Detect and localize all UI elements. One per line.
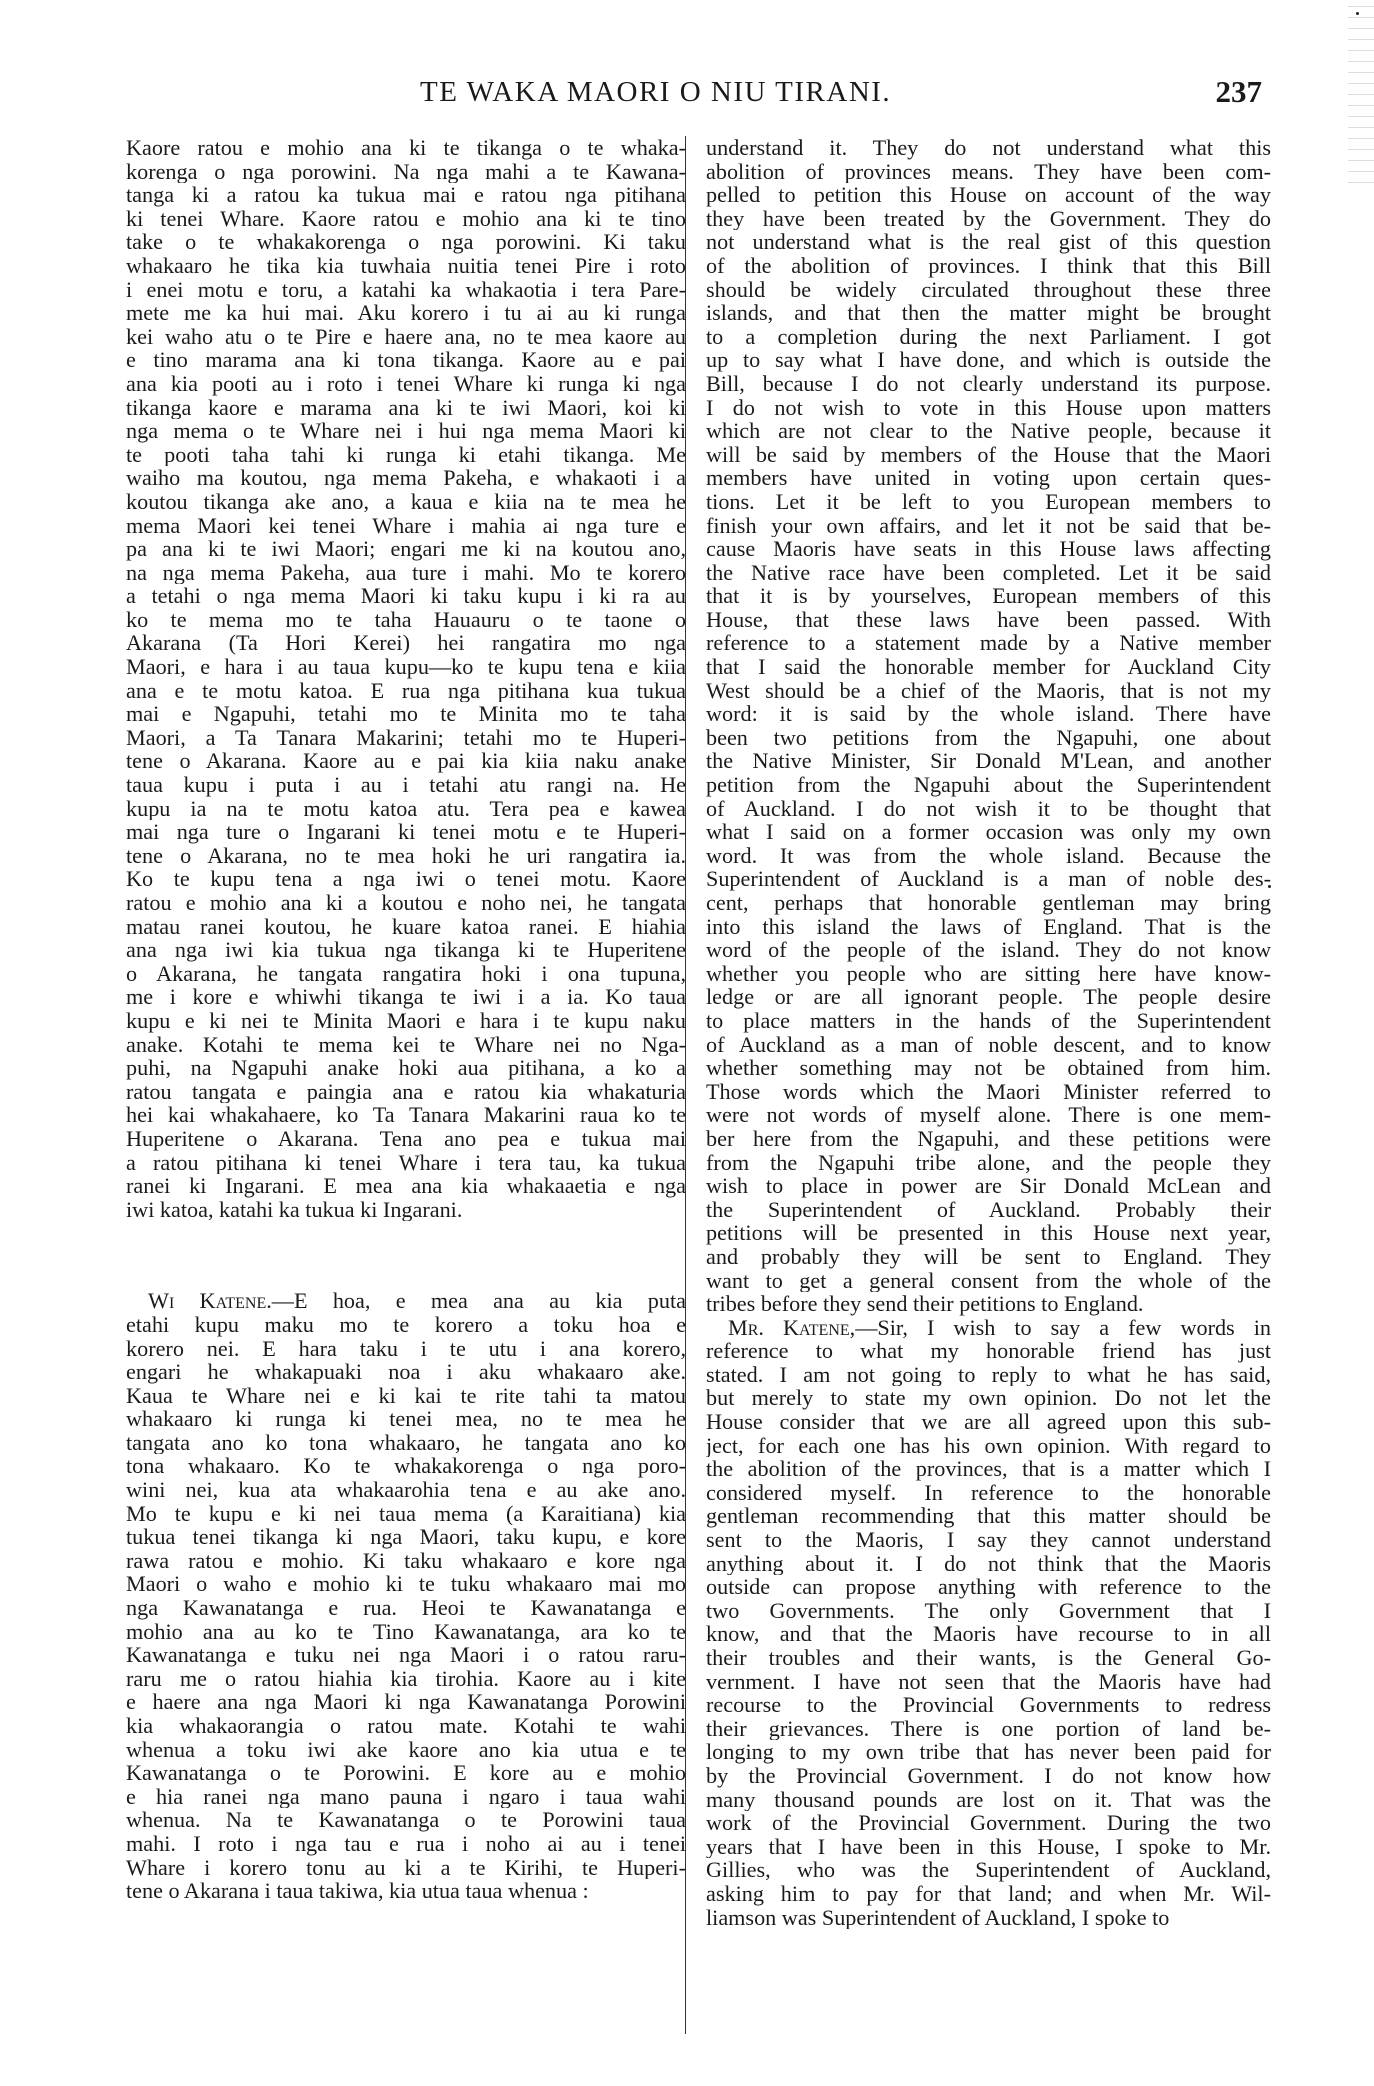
text-line: Mo te kupu e ki nei taua mema (a Karaitiana) kia xyxy=(126,1501,686,1526)
text-line: members have united in voting upon certain ques- xyxy=(706,466,1271,490)
text-line: pelled to petition this House on account of the way xyxy=(706,183,1271,207)
text-line: kupu e ki nei te Minita Maori e hara i te kupu naku xyxy=(126,1008,686,1033)
page-title: TE WAKA MAORI O NIU TIRANI. xyxy=(420,76,892,108)
text-line: take o te whakakorenga o nga porowini. Ki taku xyxy=(126,230,686,254)
text-line: o Akarana, he tangata rangatira hoki i ona tupuna, xyxy=(126,961,686,986)
text-line: waiho ma koutou, nga mema Pakeha, e whakaoti i a xyxy=(126,466,686,490)
text-line: reference to a statement made by a Native member xyxy=(706,631,1271,656)
text-line: work of the Provincial Government. During the two xyxy=(706,1811,1271,1835)
speaker-line-text: —E hoa, e mea ana au kia puta xyxy=(271,1289,686,1313)
text-line: koutou tikanga ake ano, a kaua e kiia na te mea he xyxy=(126,489,686,514)
text-line: tona whakaaro. Ko te whakakorenga o nga poro- xyxy=(126,1454,686,1479)
text-line: hei kai whakahaere, ko Ta Tanara Makarini raua ko te xyxy=(126,1103,686,1127)
text-line: etahi kupu maku mo te korero a toku hoa e xyxy=(126,1312,686,1337)
text-line: Whare i korero tonu au ki a te Kirihi, te Huperi- xyxy=(126,1855,686,1880)
speaker-name: Wi Katene. xyxy=(148,1289,272,1313)
text-line: matau ranei koutou, he kuare katoa ranei. E hiahia xyxy=(126,914,686,939)
text-line: been two petitions from the Ngapuhi, one about xyxy=(706,725,1271,750)
text-line: engari he whakapuaki noa i aku whakaaro ake. xyxy=(126,1360,686,1384)
text-line: their troubles and their wants, is the General Go- xyxy=(706,1646,1271,1670)
text-line: which are not clear to the Native people, because it xyxy=(706,419,1271,443)
text-line: the abolition of the provinces, that is a matter which I xyxy=(706,1457,1271,1481)
text-line: pa ana ki te iwi Maori; engari me ki na koutou ano, xyxy=(126,537,686,561)
text-line: tene o Akarana, no te mea hoki he uri rangatira ia. xyxy=(126,843,686,868)
text-line: ject, for each one has his own opinion. With regard to xyxy=(706,1433,1271,1458)
text-line: that it is by yourselves, European members of this xyxy=(706,584,1271,608)
text-line: whakaaro he tika kia tuwhaia nuitia tenei Pire i roto xyxy=(126,253,686,278)
text-line: korero nei. E hara taku i te utu i ana korero, xyxy=(126,1336,686,1361)
text-line: from the Ngapuhi tribe alone, and the people they xyxy=(706,1150,1271,1175)
speaker-line xyxy=(126,1289,686,1313)
text-line: Kaua te Whare nei e ki kai te rite tahi ta matou xyxy=(126,1383,686,1408)
text-line: asking him to pay for that land; and when Mr. Wil- xyxy=(706,1881,1271,1906)
text-line: reference to what my honorable friend has just xyxy=(706,1339,1271,1363)
text-line: word: it is said by the whole island. There have xyxy=(706,702,1271,726)
text-line: but merely to state my own opinion. Do not let the xyxy=(706,1386,1271,1411)
text-line: whether you people who are sitting here have know- xyxy=(706,961,1271,986)
text-line: were not words of myself alone. There is one mem- xyxy=(706,1103,1271,1127)
scan-speck xyxy=(1356,12,1359,15)
text-line: to place matters in the hands of the Superintendent xyxy=(706,1008,1271,1033)
text-line: Kaore ratou e mohio ana ki te tikanga o te whaka- xyxy=(126,136,686,160)
text-line: tions. Let it be left to you European members to xyxy=(706,489,1271,514)
text-line: e tino marama ana ki tona tikanga. Kaore au e pai xyxy=(126,348,686,372)
page-number: 237 xyxy=(1215,74,1262,109)
text-line: wini nei, kua ata whakaarohia tena e au ake ano. xyxy=(126,1478,686,1502)
text-line: mahi. I roto i nga tau e rua i noho ai au i tenei xyxy=(126,1831,686,1856)
text-line: anything about it. I do not think that the Maoris xyxy=(706,1551,1271,1576)
text-line: they have been treated by the Government. They do xyxy=(706,206,1271,231)
text-line: tene o Akarana. Kaore au e pai kia kiia naku anake xyxy=(126,749,686,774)
text-line: of Auckland as a man of noble descent, and to know xyxy=(706,1032,1271,1057)
text-line: understand it. They do not understand what this xyxy=(706,136,1271,160)
text-line: mete me ka hui mai. Aku korero i tu ai au ki runga xyxy=(126,301,686,325)
text-line: Maori o waho e mohio ki te tuku whakaaro mai mo xyxy=(126,1572,686,1597)
text-line: petitions will be presented in this House next year, xyxy=(706,1221,1271,1245)
scan-edge-noise xyxy=(1348,0,1374,190)
text-line: to a completion during the next Parliament. I got xyxy=(706,324,1271,349)
text-line: Maori, a Ta Tanara Makarini; tetahi mo te Huperi- xyxy=(126,725,686,750)
text-line: Maori, e hara i au taua kupu—ko te kupu tena e kiia xyxy=(126,655,686,679)
text-line: mai e Ngapuhi, tetahi mo te Minita mo te taha xyxy=(126,702,686,726)
text-line: mohio ana au ko te Tino Kawanatanga, ara ko te xyxy=(126,1619,686,1644)
speaker-line-text: —Sir, I wish to say a few words in xyxy=(855,1315,1271,1340)
text-line: te pooti taha tahi ki runga ki etahi tikanga. Me xyxy=(126,442,686,467)
text-line: e hia ranei nga mano pauna i ngaro i taua wahi xyxy=(126,1784,686,1809)
text-line: liamson was Superintendent of Auckland, I spoke to xyxy=(706,1905,1170,1930)
text-line: sent to the Maoris, I say they cannot understand xyxy=(706,1528,1271,1552)
text-line: cause Maoris have seats in this House laws affecting xyxy=(706,537,1271,561)
text-line: nga mema o te Whare nei i hui nga mema Maori ki xyxy=(126,419,686,443)
text-line: raru me o ratou hiahia kia tirohia. Kaore au i kite xyxy=(126,1666,686,1691)
text-line: longing to my own tribe that has never been paid for xyxy=(706,1740,1271,1764)
text-line: considered myself. In reference to the honorable xyxy=(706,1480,1271,1505)
text-line: ratou e mohio ana ki a koutou e noho nei, he tangata xyxy=(126,891,686,915)
text-line: ber here from the Ngapuhi, and these petitions were xyxy=(706,1126,1271,1151)
text-line: the Native Minister, Sir Donald M'Lean, and another xyxy=(706,749,1271,774)
text-line: of Auckland. I do not wish it to be thought that xyxy=(706,796,1271,821)
text-line: whenua a toku iwi ake kaore ano kia utua e te xyxy=(126,1737,686,1762)
text-line: ledge or are all ignorant people. The people desire xyxy=(706,985,1271,1009)
text-line: e haere ana nga Maori ki nga Kawanatanga Porowini xyxy=(126,1690,686,1714)
text-line: Kawanatanga o te Porowini. E kore au e mohio xyxy=(126,1761,686,1785)
text-line: ki tenei Whare. Kaore ratou e mohio ana ki te tino xyxy=(126,206,686,231)
text-line: kia whakaorangia o ratou mate. Kotahi te wahi xyxy=(126,1714,686,1738)
text-line: ana kia pooti au i roto i tenei Whare ki runga ki nga xyxy=(126,371,686,396)
text-line: of the abolition of provinces. I think that this Bill xyxy=(706,253,1271,278)
text-line: Akarana (Ta Hori Kerei) hei rangatira mo nga xyxy=(126,631,686,656)
text-line: taua kupu i puta i au i tetahi atu rangi na. He xyxy=(126,773,686,797)
text-line: that I said the honorable member for Auckland City xyxy=(706,655,1271,679)
right-column-english-text xyxy=(706,136,1271,1929)
text-line: Huperitene o Akarana. Tena ano pea e tukua mai xyxy=(126,1126,686,1151)
text-line: recourse to the Provincial Governments to redress xyxy=(706,1693,1271,1717)
text-line: what I said on a former occasion was only my own xyxy=(706,820,1271,844)
text-line: mema Maori kei tenei Whare i mahia ai nga ture e xyxy=(126,513,686,538)
text-line: na nga mema Pakeha, aua ture i mahi. Mo te korero xyxy=(126,560,686,585)
text-line: Superintendent of Auckland is a man of noble des- xyxy=(706,867,1271,891)
text-line: their grievances. There is one portion of land be- xyxy=(706,1716,1271,1741)
text-line: nga Kawanatanga e rua. Heoi te Kawanatanga e xyxy=(126,1596,686,1620)
text-line: Gillies, who was the Superintendent of Auckland, xyxy=(706,1858,1271,1882)
text-line: up to say what I have done, and which is outside the xyxy=(706,348,1271,372)
text-line: ana e te motu katoa. E rua nga pitihana kua tukua xyxy=(126,678,686,703)
text-line: will be said by members of the House that the Maori xyxy=(706,442,1271,467)
text-line: kei waho atu o te Pire e haere ana, no te mea kaore au xyxy=(126,324,686,349)
text-line: should be widely circulated throughout these three xyxy=(706,277,1271,302)
text-line: tangata ano ko tona whakaaro, he tangata ano ko xyxy=(126,1430,686,1455)
text-line: want to get a general consent from the whole of the xyxy=(706,1268,1271,1293)
text-line: Kawanatanga e tuku nei nga Maori i o ratou raru- xyxy=(126,1643,686,1667)
text-line: petition from the Ngapuhi about the Superintendent xyxy=(706,773,1271,797)
text-line: wish to place in power are Sir Donald McLean and xyxy=(706,1174,1271,1198)
text-line: the Superintendent of Auckland. Probably their xyxy=(706,1197,1271,1222)
speaker-line xyxy=(706,1316,1271,1340)
text-line: ko te mema mo te taha Hauauru o te taone o xyxy=(126,607,686,632)
text-line: tene o Akarana i taua takiwa, kia utua taua whenua : xyxy=(126,1879,589,1903)
text-line: whakaaro ki runga ki tenei mea, no te mea he xyxy=(126,1407,686,1431)
text-line: islands, and that then the matter might be brought xyxy=(706,301,1271,325)
text-line: Ko te kupu tena a nga iwi o tenei motu. Kaore xyxy=(126,867,686,891)
text-line: gentleman recommending that this matter should be xyxy=(706,1504,1271,1529)
text-line: House consider that we are all agreed upon this sub- xyxy=(706,1410,1271,1434)
text-line: ratou tangata e paingia ana e ratou kia whakaturia xyxy=(126,1079,686,1104)
text-line: and probably they will be sent to England. They xyxy=(706,1244,1271,1269)
text-line: me i kore e whiwhi tikanga te iwi i a ia. Ko taua xyxy=(126,985,686,1009)
text-line: tanga ki a ratou ka tukua mai e ratou nga pitihana xyxy=(126,183,686,207)
text-line: outside can propose anything with reference to the xyxy=(706,1575,1271,1599)
text-line: I do not wish to vote in this House upon matters xyxy=(706,395,1271,420)
text-line: two Governments. The only Government that I xyxy=(706,1598,1271,1623)
text-line: years that I have been in this House, I spoke to Mr. xyxy=(706,1834,1271,1859)
text-line: ana nga iwi kia tukua nga tikanga ki te Huperitene xyxy=(126,938,686,962)
text-line: word. It was from the whole island. Because the xyxy=(706,843,1271,868)
text-line: House, that these laws have been passed. With xyxy=(706,607,1271,632)
text-line: by the Provincial Government. I do not know how xyxy=(706,1763,1271,1788)
text-line: korenga o nga porowini. Na nga mahi a te Kawana- xyxy=(126,159,686,184)
speaker-name: Mr. Katene, xyxy=(728,1315,856,1340)
text-line: rawa ratou e mohio. Ki taku whakaaro e kore nga xyxy=(126,1548,686,1573)
text-line: iwi katoa, katahi ka tukua ki Ingarani. xyxy=(126,1197,463,1222)
text-line: Bill, because I do not clearly understand its purpose. xyxy=(706,371,1271,396)
text-line: the Native race have been completed. Let it be said xyxy=(706,560,1271,585)
text-line: tribes before they send their petitions to England. xyxy=(706,1292,1144,1316)
text-line: cent, perhaps that honorable gentleman may bring xyxy=(706,891,1271,915)
text-line: a tetahi o nga mema Maori ki taku kupu i ki ra au xyxy=(126,584,686,608)
text-line: whether something may not be obtained from him. xyxy=(706,1056,1271,1080)
text-line: vernment. I have not seen that the Maoris have had xyxy=(706,1669,1271,1694)
text-line: puhi, na Ngapuhi anake hoki aua pitihana, a ko a xyxy=(126,1056,686,1080)
text-line: ranei ki Ingarani. E mea ana kia whakaaetia e nga xyxy=(126,1174,686,1198)
text-line: stated. I am not going to reply to what he has said, xyxy=(706,1362,1271,1387)
text-line: West should be a chief of the Maoris, that is not my xyxy=(706,678,1271,703)
paragraph-gap xyxy=(126,1221,686,1289)
text-line: tukua tenei tikanga ki nga Maori, taku kupu, e kore xyxy=(126,1525,686,1549)
text-line: abolition of provinces means. They have been com- xyxy=(706,159,1271,184)
text-line: mai nga ture o Ingarani ki tenei motu e te Huperi- xyxy=(126,820,686,844)
text-line: whenua. Na te Kawanatanga o te Porowini taua xyxy=(126,1808,686,1832)
text-line: Those words which the Maori Minister referred to xyxy=(706,1079,1271,1104)
left-column-maori-text xyxy=(126,136,686,1903)
text-line: know, and that the Maoris have recourse to in all xyxy=(706,1622,1271,1646)
text-line: a ratou pitihana ki tenei Whare i tera tau, ka tukua xyxy=(126,1150,686,1175)
text-line: anake. Kotahi te mema kei te Whare nei no Nga- xyxy=(126,1032,686,1057)
text-line: not understand what is the real gist of this question xyxy=(706,230,1271,254)
text-line: tikanga kaore e marama ana ki te iwi Maori, koi ki xyxy=(126,395,686,420)
text-line: i enei motu e toru, a katahi ka whakaotia i tera Pare- xyxy=(126,277,686,302)
text-line: into this island the laws of England. That is the xyxy=(706,914,1271,939)
text-line: finish your own affairs, and let it not be said that be- xyxy=(706,513,1271,538)
text-line: many thousand pounds are lost on it. That was the xyxy=(706,1787,1271,1812)
text-line: kupu ia na te motu katoa atu. Tera pea e kawea xyxy=(126,796,686,821)
text-line: word of the people of the island. They do not know xyxy=(706,938,1271,962)
